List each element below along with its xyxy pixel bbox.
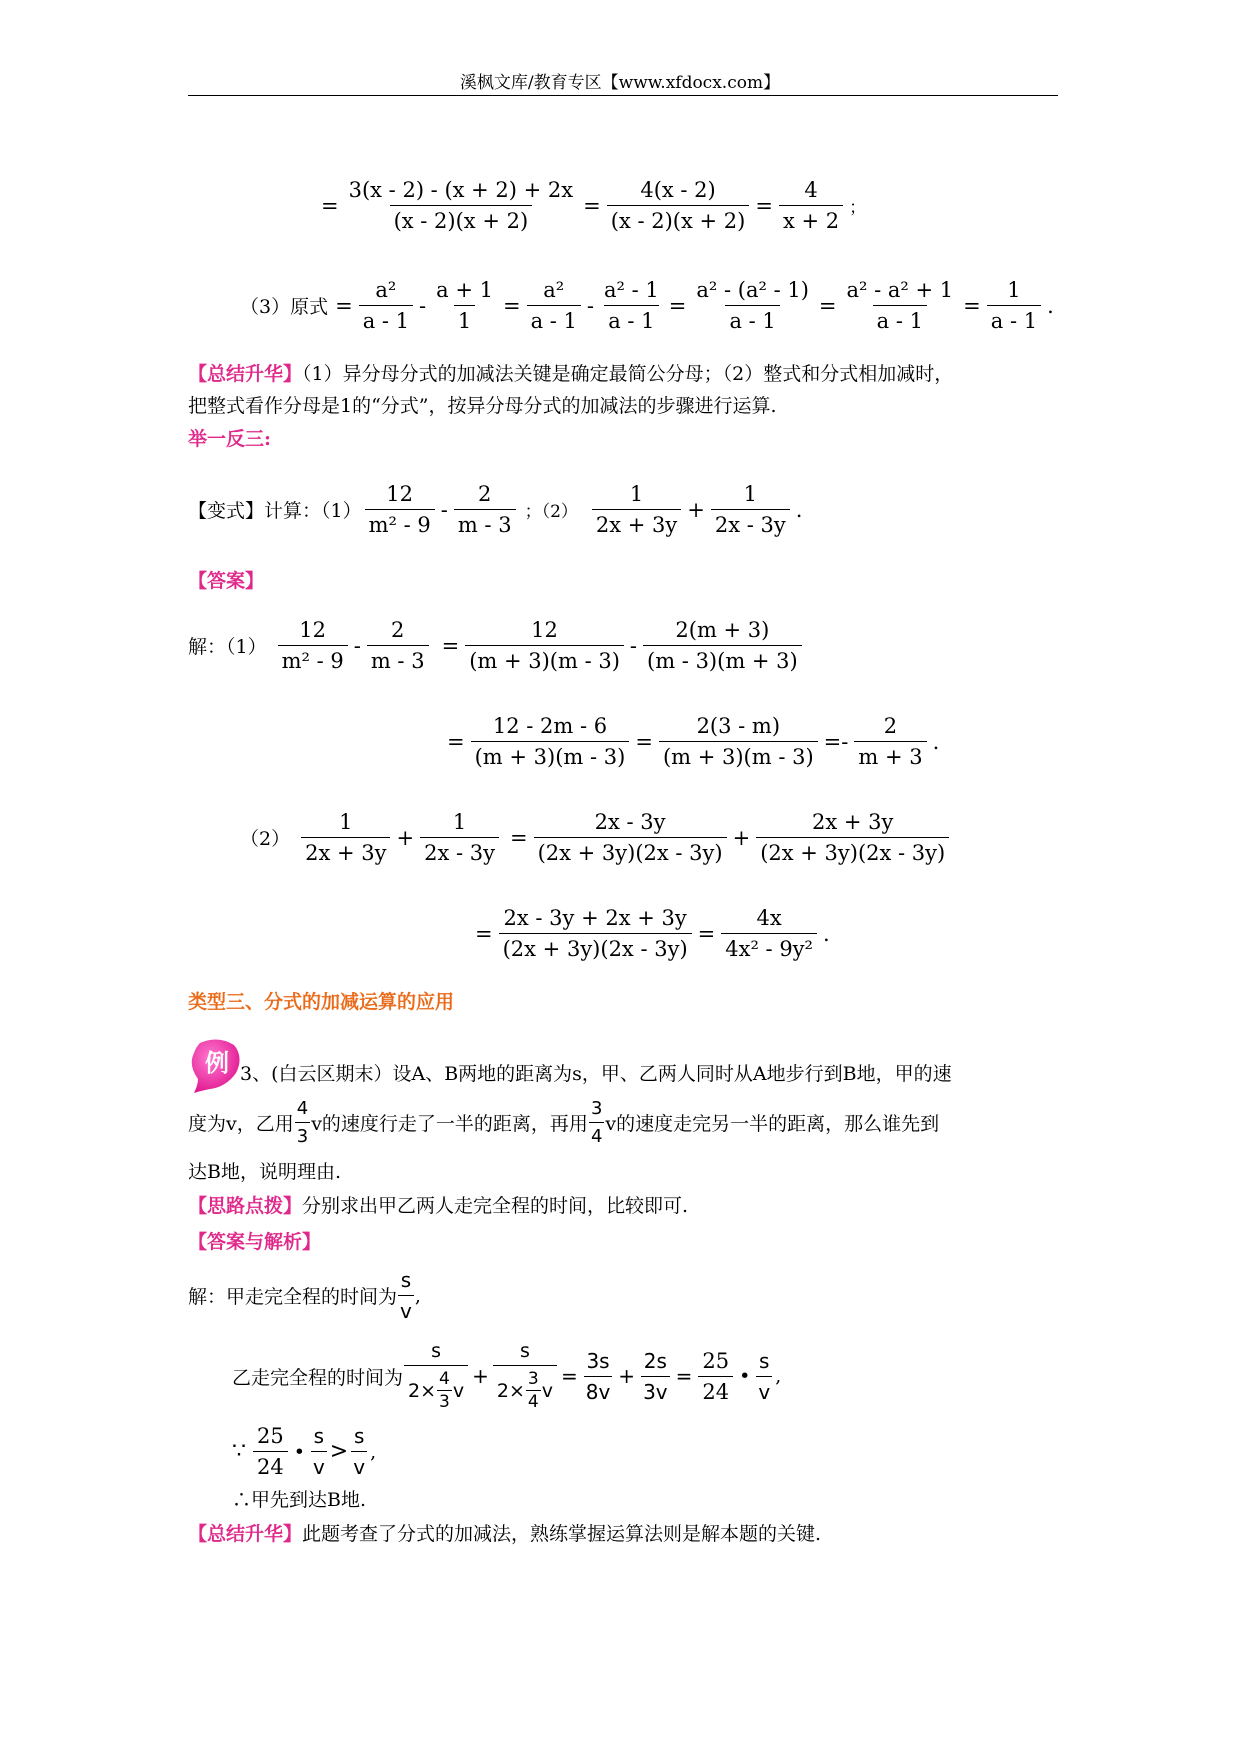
fraction: $\frac{12}{\text{m² - 9}}$ <box>365 482 435 537</box>
fraction: $\frac{2x + 3y}{(2x + 3y)(2x - 3y)}$ <box>756 810 949 865</box>
summary-line-2: 把整式看作分母是1的“分式”，按异分母分式的加减法的步骤进行运算. <box>188 395 777 417</box>
therefore-line: ∴甲先到达B地. <box>232 1489 367 1511</box>
section-heading-type3: 类型三、分式的加减运算的应用 <box>188 991 455 1013</box>
fraction: $\frac{3(x - 2) - (x + 2) + 2x}{(x - 2)(x + 2)}$ <box>348 178 574 233</box>
example-line-2: 度为v，乙用 $\frac{4}{3}$ v的速度行走了一半的距离，再用 $\frac{3}{4}$ v的速度走完另一半的距离，那么谁先到 <box>188 1098 940 1147</box>
fraction: $\frac{2}{m + 3}$ <box>854 714 926 769</box>
fraction: $\frac{a + 1}{1}$ <box>436 278 493 333</box>
fraction: $\frac{4}{3}$ <box>439 1369 450 1412</box>
analysis-heading: 【答案与解析】 <box>188 1231 322 1253</box>
summary-line-1: 【总结升华】（1）异分母分式的加减法关键是确定最简公分母；（2）整式和分式相加减时， <box>188 363 954 385</box>
solution-1-line-1: 解：（1） $\frac{12}{\text{m² - 9}}$ - $\frac{2}{m - 3}$ = $\frac{12}{(m + 3)(m - 3)}$ - $\frac{2(m + 3)}{(m - 3)(m + 3)}$ <box>188 618 805 673</box>
fraction: $\frac{4}{x + 2}$ <box>779 178 843 233</box>
fraction: $\frac{\text{a²}}{a - 1}$ <box>527 278 581 333</box>
fraction: $\frac{1}{2x + 3y}$ <box>301 810 390 865</box>
fraction: $\frac{12}{\text{m² - 9}}$ <box>278 618 348 673</box>
fraction: $\frac{4x}{\text{4x² - 9y²}}$ <box>721 906 817 961</box>
example-line-3: 达B地，说明理由. <box>188 1161 342 1183</box>
juyi-heading: 举一反三: <box>188 428 272 450</box>
fraction: $\frac{\text{a²}}{a - 1}$ <box>359 278 413 333</box>
fraction: $\frac{1}{a - 1}$ <box>987 278 1041 333</box>
summary-2-line: 【总结升华】此题考查了分式的加减法，熟练掌握运算法则是解本题的关键. <box>188 1523 822 1545</box>
fraction: $\frac{s}{v}$ <box>758 1348 771 1404</box>
fraction: $\frac{25}{24}$ <box>698 1349 733 1404</box>
fraction: $\frac{2s}{3v}$ <box>643 1348 668 1404</box>
example-badge-icon <box>190 1037 242 1093</box>
fraction: $\frac{12 - 2m - 6}{(m + 3)(m - 3)}$ <box>471 714 630 769</box>
svg-text:例: 例 <box>205 1049 229 1077</box>
fraction: $\frac{3}{4}$ <box>590 1098 603 1147</box>
fraction: $\frac{2}{m - 3}$ <box>454 482 516 537</box>
fraction: $\frac{1}{2x - 3y}$ <box>420 810 499 865</box>
fraction: $\frac{2(3 - m)}{(m + 3)(m - 3)}$ <box>659 714 818 769</box>
hint-tag: 【思路点拨】 <box>188 1195 303 1217</box>
page-header: 溪枫文库/教育专区【www.xfdocx.com】 <box>459 73 781 93</box>
fraction: $\frac{\text{a² - a² + 1}}{a - 1}$ <box>846 278 954 333</box>
fraction: $\frac{s}{v}$ <box>312 1424 325 1479</box>
example-line-1: 3、(白云区期末）设A、B两地的距离为s，甲、乙两人同时从A地步行到B地，甲的速 <box>240 1063 952 1085</box>
because-line: ∵ $\frac{25}{24}$ • $\frac{s}{v}$ > $\frac{s}{v}$ , <box>232 1424 377 1479</box>
solution-2-line-1: （2） $\frac{1}{2x + 3y}$ + $\frac{1}{2x - 3y}$ = $\frac{2x - 3y}{(2x + 3y)(2x - 3y)}$ + $\frac{2x + 3y}{(2x + 3y)(2x - 3y)}$ <box>240 810 952 865</box>
fraction: $\frac{2x - 3y}{(2x + 3y)(2x - 3y)}$ <box>534 810 727 865</box>
fraction: $\frac{1}{2x - 3y}$ <box>711 482 790 537</box>
fraction: s 2× $\frac{3}{4}$ v <box>493 1340 557 1412</box>
summary-tag: 【总结升华】 <box>188 1523 303 1545</box>
fraction: s 2× $\frac{4}{3}$ v <box>404 1340 468 1412</box>
solution-1-line-2: = $\frac{12 - 2m - 6}{(m + 3)(m - 3)}$ = $\frac{2(3 - m)}{(m + 3)(m - 3)}$ =- $\frac{2}{m + 3}$ . <box>447 714 940 769</box>
fraction: $\frac{2x - 3y + 2x + 3y}{(2x + 3y)(2x - 3y)}$ <box>499 906 692 961</box>
solution-2-line-2: = $\frac{2x - 3y + 2x + 3y}{(2x + 3y)(2x - 3y)}$ = $\frac{4x}{\text{4x² - 9y²}}$ . <box>475 906 830 961</box>
fraction: $\frac{s}{v}$ <box>400 1268 412 1323</box>
fraction: $\frac{2}{m - 3}$ <box>367 618 429 673</box>
fraction: $\frac{12}{(m + 3)(m - 3)}$ <box>465 618 624 673</box>
hint-line: 【思路点拨】分别求出甲乙两人走完全程的时间，比较即可. <box>188 1195 689 1217</box>
fraction: $\frac{\text{a² - (a² - 1)}}{a - 1}$ <box>696 278 809 333</box>
fraction: $\frac{2(m + 3)}{(m - 3)(m + 3)}$ <box>643 618 802 673</box>
answer-heading: 【答案】 <box>188 570 265 592</box>
fraction: $\frac{\text{a² - 1}}{a - 1}$ <box>604 278 659 333</box>
variant-problem: 【变式】计算：（1） $\frac{12}{\text{m² - 9}}$ - $\frac{2}{m - 3}$ ；（2） $\frac{1}{2x + 3y}$ + $\frac{1}{2x - 3y}$ . <box>188 482 803 537</box>
fraction: $\frac{4}{3}$ <box>296 1098 309 1147</box>
header-rule <box>188 95 1058 96</box>
fraction: $\frac{s}{v}$ <box>353 1424 366 1479</box>
summary-tag: 【总结升华】 <box>188 363 303 385</box>
equation-row-2: = $\frac{3(x - 2) - (x + 2) + 2x}{(x - 2)(x + 2)}$ = $\frac{4(x - 2)}{(x - 2)(x + 2)}$ = $\frac{4}{x + 2}$ ； <box>321 178 867 233</box>
jia-time-line: 解：甲走完全程的时间为 $\frac{s}{v}$ , <box>188 1268 421 1323</box>
fraction: $\frac{3}{4}$ <box>527 1369 539 1412</box>
fraction: $\frac{3s}{8v}$ <box>585 1348 611 1404</box>
fraction: $\frac{4(x - 2)}{(x - 2)(x + 2)}$ <box>607 178 750 233</box>
fraction: $\frac{1}{2x + 3y}$ <box>592 482 681 537</box>
yi-time-line: 乙走完全程的时间为 s 2× $\frac{4}{3}$ v + s 2× $\frac{3}{4}$ v = $\frac{3s}{8v}$ + $\frac{2s}{3v}$ = $\frac{25}{24}$ • $\frac{s}{v}$ , <box>232 1340 782 1412</box>
equation-row-3: （3）原式 = $\frac{\text{a²}}{a - 1}$ - $\frac{a + 1}{1}$ = $\frac{\text{a²}}{a - 1}$ - $\frac{\text{a² - 1}}{a - 1}$ = $\frac{\text{a² - (a² - 1)}}{a - 1}$ = $\frac{\text{a² - a² + 1}}{a - 1}$ = $\frac{1}{a - 1}$ . <box>240 278 1054 333</box>
fraction: $\frac{25}{24}$ <box>253 1424 288 1479</box>
